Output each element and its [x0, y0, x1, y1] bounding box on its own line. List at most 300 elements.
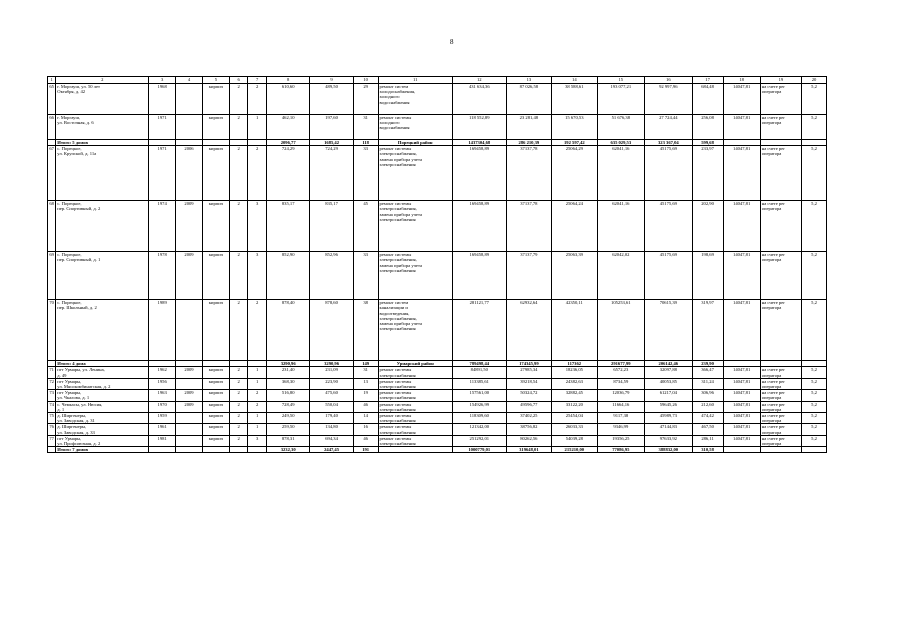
table-cell: ремонт системы электроснабжения, замена прибора учета электроснабжения: [378, 146, 452, 201]
table-cell: 14047,81: [723, 424, 760, 435]
table-cell: 24382,63: [552, 378, 597, 389]
table-cell: 45175,69: [645, 146, 693, 201]
table-cell: 728,49: [266, 401, 309, 412]
table-cell: кирпич: [202, 378, 229, 389]
total-cell: [176, 447, 203, 453]
table-cell: 197,60: [310, 115, 353, 140]
table-row: [48, 146, 827, 201]
table-cell: [176, 435, 203, 446]
table-cell: 2: [229, 300, 248, 361]
table-cell: 23 281,48: [506, 115, 551, 140]
table-cell: 202,90: [692, 201, 723, 252]
table-cell: 694,34: [310, 435, 353, 446]
table-cell: 5,2: [802, 401, 827, 412]
total-cell: [229, 447, 248, 453]
table-cell: 39218,54: [506, 378, 551, 389]
table-cell: ремонт системы электроснабжения: [378, 378, 452, 389]
table-cell: с. Порецкое, пер. Спортивный, д. 1: [56, 252, 149, 300]
table-cell: 18236,05: [552, 367, 597, 378]
table-cell: 1962: [149, 367, 176, 378]
table-cell: 31: [353, 115, 378, 140]
table-cell: 37402,25: [506, 413, 551, 424]
column-number: 6: [229, 77, 248, 84]
table-cell: 50324,72: [506, 390, 551, 401]
column-number: 18: [723, 77, 760, 84]
table-cell: с. Порецкое, пер. Школьный, д. 2: [56, 300, 149, 361]
total-cell: 286 210,39: [506, 140, 551, 146]
total-cell: 215210,00: [552, 447, 597, 453]
table-cell: 233,97: [692, 146, 723, 201]
table-cell: 724,29: [310, 146, 353, 201]
column-number: 5: [202, 77, 229, 84]
table-cell: 70: [48, 300, 56, 361]
table-cell: 467,50: [692, 424, 723, 435]
table-cell: 1981: [149, 435, 176, 446]
table-cell: 2: [229, 146, 248, 201]
table-cell: 113385,61: [452, 378, 506, 389]
table-cell: 66: [48, 115, 56, 140]
table-row: [48, 401, 827, 412]
total-cell: Итого: 4 дома: [56, 361, 149, 367]
total-cell: 310,58: [692, 447, 723, 453]
table-row: [48, 201, 827, 252]
table-cell: 2009: [176, 201, 203, 252]
table-cell: 84891,50: [452, 367, 506, 378]
table-cell: 37137,78: [506, 201, 551, 252]
table-cell: 169458,89: [452, 201, 506, 252]
total-cell: 3232,30: [266, 447, 309, 453]
table-cell: 835,17: [310, 201, 353, 252]
table-cell: 431 634,36: [452, 84, 506, 115]
table-cell: [176, 115, 203, 140]
column-number: 8: [266, 77, 309, 84]
table-cell: 14047,81: [723, 146, 760, 201]
total-cell: Итого: 7 домов: [56, 447, 149, 453]
table-cell: 516,80: [266, 390, 309, 401]
table-cell: 25064,29: [552, 146, 597, 201]
table-cell: на счете рег оператора: [760, 390, 801, 401]
table-cell: ремонт системы холодного водоснабжения: [378, 115, 452, 140]
table-cell: 489,50: [310, 84, 353, 115]
table-row: [48, 413, 827, 424]
table-row: [48, 84, 827, 115]
table-row: [48, 378, 827, 389]
column-number: 12: [452, 77, 506, 84]
table-cell: 3: [248, 435, 267, 446]
total-cell: 206142,46: [645, 361, 693, 367]
table-cell: 65: [48, 84, 56, 115]
table-cell: 1: [248, 424, 267, 435]
table-cell: 14047,81: [723, 300, 760, 361]
table-cell: 54039,28: [552, 435, 597, 446]
table-row: [48, 367, 827, 378]
total-cell: Итого: 5 домов: [56, 140, 149, 146]
table-cell: 19: [353, 390, 378, 401]
table-cell: кирпич: [202, 435, 229, 446]
total-cell: 1000779,01: [452, 447, 506, 453]
table-cell: 5,2: [802, 390, 827, 401]
table-cell: 1956: [149, 378, 176, 389]
table-cell: 2: [248, 84, 267, 115]
table-cell: д. Ширгенеры, ул. Заводская, д. 33: [56, 424, 149, 435]
table-cell: 2: [229, 252, 248, 300]
table-cell: ремонт системы электроснабжения: [378, 424, 452, 435]
table-cell: 5,2: [802, 413, 827, 424]
table-cell: 76: [48, 424, 56, 435]
table-cell: кирпич: [202, 201, 229, 252]
total-cell: 149: [353, 361, 378, 367]
table-cell: 684,48: [692, 84, 723, 115]
table-cell: 61217,04: [645, 390, 693, 401]
table-cell: кирпич: [202, 413, 229, 424]
table-cell: 2: [229, 201, 248, 252]
table-cell: 5,2: [802, 424, 827, 435]
table-cell: 16: [353, 424, 378, 435]
table-cell: 14: [353, 413, 378, 424]
table-cell: 5,2: [802, 146, 827, 201]
column-number: 1: [48, 77, 56, 84]
column-number: 4: [176, 77, 203, 84]
table-cell: на счете рег оператора: [760, 435, 801, 446]
table-row: [48, 435, 827, 446]
table-cell: 2009: [176, 252, 203, 300]
table-cell: 29: [353, 84, 378, 115]
table-cell: 2: [229, 413, 248, 424]
table-cell: 366,47: [692, 367, 723, 378]
table-cell: 14047,81: [723, 367, 760, 378]
total-cell: 319648,01: [506, 447, 551, 453]
table-cell: 5,2: [802, 435, 827, 446]
table-cell: 1974: [149, 201, 176, 252]
table-cell: 32882,45: [552, 390, 597, 401]
table-cell: 45: [353, 201, 378, 252]
table-cell: 5,2: [802, 252, 827, 300]
total-cell: 2447,45: [310, 447, 353, 453]
table-cell: 27 724,44: [645, 115, 693, 140]
table-cell: 37137,79: [506, 252, 551, 300]
table-cell: на счете рег оператора: [760, 413, 801, 424]
table-cell: 37137,78: [506, 146, 551, 201]
total-row: [48, 447, 827, 453]
table-cell: на счете рег оператора: [760, 84, 801, 115]
table-cell: 121342,00: [452, 424, 506, 435]
table-cell: 2009: [176, 390, 203, 401]
table-cell: с. Порецкое, ул. Крупской, д. 11а: [56, 146, 149, 201]
table-cell: 5,2: [802, 201, 827, 252]
table-cell: 193 077,21: [597, 84, 645, 115]
table-cell: 2: [229, 378, 248, 389]
table-cell: кирпич: [202, 252, 229, 300]
table-cell: 231,40: [266, 367, 309, 378]
total-cell: 174345,99: [506, 361, 551, 367]
total-cell: 388832,00: [645, 447, 693, 453]
page-number: 8: [450, 38, 454, 46]
column-number: 20: [802, 77, 827, 84]
table-cell: с. Порецкое, пер. Спортивный, д. 2: [56, 201, 149, 252]
table-cell: 25454,04: [552, 413, 597, 424]
table-cell: пгт Урмары, ул. Мясокомбинатская, д. 2: [56, 378, 149, 389]
table-cell: 32097,88: [645, 367, 693, 378]
table-cell: 38: [353, 300, 378, 361]
table-cell: 14047,81: [723, 401, 760, 412]
table-cell: 27985,34: [506, 367, 551, 378]
table-cell: 2009: [176, 401, 203, 412]
total-cell: 291677,99: [597, 361, 645, 367]
table-cell: 62932,64: [506, 300, 551, 361]
table-cell: пгт Урмары, ул. Профсоюзная, д. 2: [56, 435, 149, 446]
total-cell: [760, 447, 801, 453]
table-cell: 14047,81: [723, 390, 760, 401]
table-cell: 1963: [149, 390, 176, 401]
table-cell: 169458,89: [452, 252, 506, 300]
table-cell: 14047,81: [723, 252, 760, 300]
table-cell: 2: [248, 390, 267, 401]
table-cell: ремонт системы электроснабжения: [378, 367, 452, 378]
total-cell: [723, 447, 760, 453]
table-cell: на счете рег оператора: [760, 300, 801, 361]
table-cell: 47144,83: [645, 424, 693, 435]
table-cell: 71: [48, 367, 56, 378]
table-cell: 31: [353, 367, 378, 378]
table-cell: 12036,79: [597, 390, 645, 401]
total-cell: [48, 447, 56, 453]
table-cell: 319,97: [692, 300, 723, 361]
table-cell: 198,69: [692, 252, 723, 300]
table-cell: на счете рег оператора: [760, 252, 801, 300]
table-cell: 179,40: [310, 413, 353, 424]
total-cell: 1437304,68: [452, 140, 506, 146]
table-cell: 724,29: [266, 146, 309, 201]
table-cell: 33: [353, 146, 378, 201]
table-cell: 2: [229, 367, 248, 378]
table-cell: 1: [248, 413, 267, 424]
table-cell: 878,60: [310, 300, 353, 361]
table-cell: 6572,23: [597, 367, 645, 378]
total-cell: 3290,96: [266, 361, 309, 367]
table-cell: 5,2: [802, 367, 827, 378]
table-cell: 2006: [176, 146, 203, 201]
table-cell: 3: [248, 252, 267, 300]
table-cell: 33: [353, 252, 378, 300]
table-cell: 14047,81: [723, 84, 760, 115]
table-cell: 462,10: [266, 115, 309, 140]
table-cell: 1978: [149, 252, 176, 300]
table-cell: 46: [353, 401, 378, 412]
total-cell: [248, 447, 267, 453]
table-cell: 62042,02: [597, 252, 645, 300]
table-cell: 118309,60: [452, 413, 506, 424]
table-cell: 13: [353, 378, 378, 389]
total-cell: 3290,96: [310, 361, 353, 367]
table-cell: 878,40: [266, 300, 309, 361]
table-cell: 2: [229, 115, 248, 140]
table-cell: 610,60: [266, 84, 309, 115]
table-cell: 72: [48, 378, 56, 389]
total-cell: 191: [353, 447, 378, 453]
table-cell: 2: [248, 146, 267, 201]
table-cell: 97633,92: [645, 435, 693, 446]
table-cell: 9346,99: [597, 424, 645, 435]
table-cell: 5,2: [802, 115, 827, 140]
table-cell: 73: [48, 390, 56, 401]
table-cell: 51 676,38: [597, 115, 645, 140]
table-cell: 223,90: [310, 378, 353, 389]
table-cell: кирпич: [202, 401, 229, 412]
table-cell: [176, 413, 203, 424]
table-cell: 74: [48, 401, 56, 412]
table-cell: 5,2: [802, 378, 827, 389]
table-cell: 14047,81: [723, 115, 760, 140]
table-cell: 62041,16: [597, 201, 645, 252]
table-cell: 9117,38: [597, 413, 645, 424]
table-cell: [176, 84, 203, 115]
table-cell: 1968: [149, 84, 176, 115]
table-cell: 118 552,89: [452, 115, 506, 140]
table-cell: 92 997,96: [645, 84, 693, 115]
table-cell: 19356,25: [597, 435, 645, 446]
table-cell: 212,60: [692, 401, 723, 412]
table-cell: 475,60: [310, 390, 353, 401]
table-cell: ремонт системы электроснабжения, замена прибора учета электроснабжения: [378, 252, 452, 300]
table-cell: на счете рег оператора: [760, 378, 801, 389]
table-cell: 878,31: [266, 435, 309, 446]
table-cell: 45175,69: [645, 201, 693, 252]
table-cell: 3: [248, 201, 267, 252]
table-cell: 1: [248, 378, 267, 389]
table-cell: 1959: [149, 413, 176, 424]
table-cell: 45175,69: [645, 252, 693, 300]
section-title: Урмарский район: [378, 361, 452, 367]
total-cell: [149, 447, 176, 453]
table-cell: 2: [248, 401, 267, 412]
column-number: 2: [56, 77, 149, 84]
table-cell: 5,2: [802, 84, 827, 115]
total-cell: 1685,42: [310, 140, 353, 146]
table-cell: 134,80: [310, 424, 353, 435]
table-cell: 259,50: [266, 424, 309, 435]
table-cell: кирпич: [202, 424, 229, 435]
table-cell: 2: [229, 435, 248, 446]
table-cell: на счете рег оператора: [760, 401, 801, 412]
table-cell: ремонт системы электроснабжения, замена прибора учета электроснабжения: [378, 201, 452, 252]
section-title: Порецкий район: [378, 140, 452, 146]
column-number: 11: [378, 77, 452, 84]
table-cell: на счете рег оператора: [760, 424, 801, 435]
total-cell: 239,90: [692, 361, 723, 367]
table-cell: кирпич: [202, 390, 229, 401]
table-cell: ремонт системы электроснабжения: [378, 413, 452, 424]
table-cell: 26033,33: [552, 424, 597, 435]
table-cell: 2009: [176, 367, 203, 378]
table-cell: 835,17: [266, 201, 309, 252]
table-row: [48, 300, 827, 361]
table-cell: [176, 300, 203, 361]
table-cell: 38756,82: [506, 424, 551, 435]
column-number: 10: [353, 77, 378, 84]
table-cell: ремонт систем канализации и водоотведения, электроснабжения, замена прибора учета электроснабжения: [378, 300, 452, 361]
table-cell: 251292,01: [452, 435, 506, 446]
repair-program-table: [47, 76, 827, 453]
table-cell: 169458,89: [452, 146, 506, 201]
table-cell: 25064,24: [552, 201, 597, 252]
table-cell: 157561,00: [452, 390, 506, 401]
section-title: [378, 447, 452, 453]
table-row: [48, 390, 827, 401]
total-cell: 118: [353, 140, 378, 146]
table-cell: 14047,81: [723, 378, 760, 389]
table-cell: 25063,39: [552, 252, 597, 300]
table-cell: 45989,73: [645, 413, 693, 424]
table-cell: 15 670,53: [552, 115, 597, 140]
table-cell: 368,30: [266, 378, 309, 389]
table-cell: ремонт системы электроснабжения: [378, 390, 452, 401]
table-cell: на счете рег оператора: [760, 201, 801, 252]
table-cell: 62041,16: [597, 146, 645, 201]
table-row: [48, 424, 827, 435]
table-cell: 8734,59: [597, 378, 645, 389]
column-number: 17: [692, 77, 723, 84]
table-cell: 1971: [149, 146, 176, 201]
table-cell: 2: [248, 300, 267, 361]
column-number: 13: [506, 77, 551, 84]
table-cell: кирпич: [202, 300, 229, 361]
table-cell: на счете рег оператора: [760, 367, 801, 378]
table-cell: кирпич: [202, 367, 229, 378]
table-cell: 1989: [149, 300, 176, 361]
table-cell: д. Ширгенеры, ул. Заводская, д. 31: [56, 413, 149, 424]
total-cell: 2096,77: [266, 140, 309, 146]
table-cell: 1970: [149, 401, 176, 412]
table-cell: 77: [48, 435, 56, 446]
table-cell: 474,42: [692, 413, 723, 424]
total-cell: 635 029,53: [597, 140, 645, 146]
table-cell: 2: [229, 424, 248, 435]
table-cell: с. Чемкасы, ул. Нюсия, д. 1: [56, 401, 149, 412]
total-cell: [802, 447, 827, 453]
table-cell: 1961: [149, 424, 176, 435]
header-row: [48, 77, 827, 84]
table-cell: 286,11: [692, 435, 723, 446]
table-cell: 105253,61: [597, 300, 645, 361]
table-cell: 550,04: [310, 401, 353, 412]
column-number: 15: [597, 77, 645, 84]
table-cell: 311,24: [692, 378, 723, 389]
column-number: 14: [552, 77, 597, 84]
table-cell: 2: [229, 390, 248, 401]
table-cell: 49596,77: [506, 401, 551, 412]
table-cell: 256,08: [692, 115, 723, 140]
table-cell: 33122,20: [552, 401, 597, 412]
total-cell: 192 597,42: [552, 140, 597, 146]
table-row: [48, 115, 827, 140]
table-cell: 40053,85: [645, 378, 693, 389]
table-cell: ремонт систем холодоснабжения, холодного водоснабжения: [378, 84, 452, 115]
column-number: 9: [310, 77, 353, 84]
table-cell: 68: [48, 201, 56, 252]
table-cell: 249,50: [266, 413, 309, 424]
table-cell: 306,96: [692, 390, 723, 401]
table-cell: пгт Урмары, ул. Чкалова, д. 1: [56, 390, 149, 401]
table-cell: 11664,16: [597, 401, 645, 412]
table-cell: 14047,81: [723, 435, 760, 446]
table-cell: [176, 424, 203, 435]
total-cell: 789498,44: [452, 361, 506, 367]
table-cell: г. Моргауш, ул. Восточная, д. 6: [56, 115, 149, 140]
table-cell: 59645,26: [645, 401, 693, 412]
table-cell: пгт Урмары, ул. Ленина, д. 49: [56, 367, 149, 378]
total-cell: 323 367,04: [645, 140, 693, 146]
table-cell: на счете рег оператора: [760, 146, 801, 201]
